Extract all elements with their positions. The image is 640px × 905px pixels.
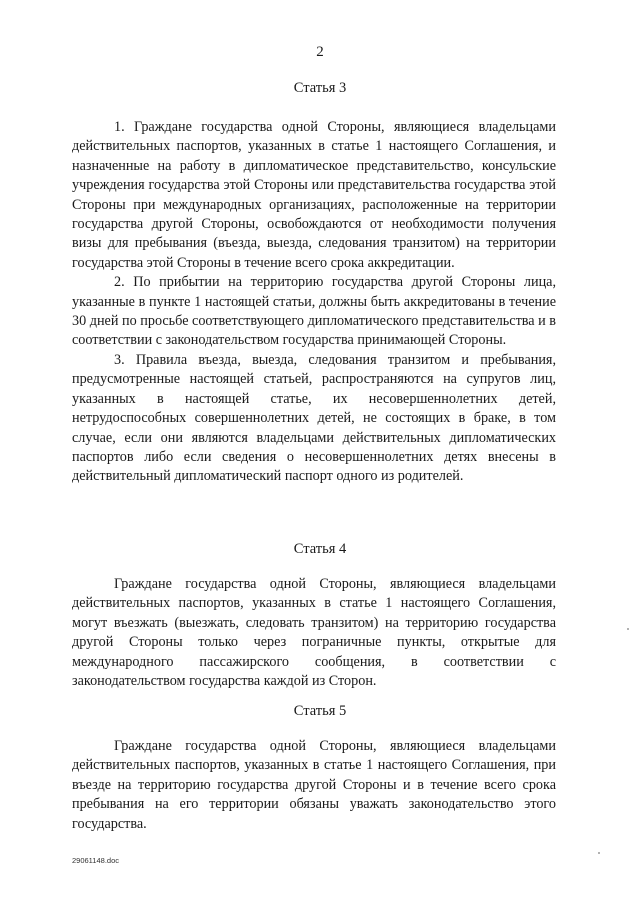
article-3-paragraph-1: 1. Граждане государства одной Стороны, являющиеся владельцами действительных паспортов, указанных в статье 1 настоящего Соглашения, и назначенные на работу в дипломатическое представительство, консульские учреждения государства этой Стороны или представительства государства этой Стороны при международных организациях, расположенные на территории государства другой Стороны, освобождаются от необходимости получения визы для пребывания (въезда, выезда, следования транзитом) на территории государства этой Стороны в течение всего срока аккредитации. <box>72 119 556 271</box>
scan-artifact <box>598 852 600 854</box>
article-4-title: Статья 4 <box>293 541 347 557</box>
article-5-title: Статья 5 <box>293 703 347 719</box>
footer-filename: 29061148.doc <box>72 856 119 865</box>
article-3-title: Статья 3 <box>293 80 347 96</box>
article-4-paragraph-1: Граждане государства одной Стороны, являющиеся владельцами действительных паспортов, указанных в статье 1 настоящего Соглашения, могут въезжать (выезжать, следовать транзитом) на территорию государства другой Стороны только через пограничные пункты, открытые для международного пассажирского сообщения, в соответствии с законодательством государства каждой из Сторон. <box>72 576 556 690</box>
article-4-body <box>72 575 556 691</box>
article-5-body <box>72 737 556 834</box>
article-3-paragraph-3: 3. Правила въезда, выезда, следования транзитом и пребывания, предусмотренные настоящей статьей, распространяются на супругов лиц, указанных в настоящей статье, их несовершеннолетних детей, нетрудоспособных совершеннолетних детей, не состоящих в браке, в том случае, если они являются владельцами действительных дипломатических паспортов либо если сведения о несовершеннолетних детях внесены в действительный дипломатический паспорт одного из родителей. <box>72 351 556 485</box>
article-3-body <box>72 118 556 487</box>
scan-artifact <box>627 628 629 630</box>
page-number: 2 <box>316 44 324 60</box>
article-3-paragraph-2: 2. По прибытии на территорию государства другой Стороны лица, указанные в пункте 1 настоящей статьи, должны быть аккредитованы в течение 30 дней по просьбе соответствующего дипломатического представительства и в соответствии с законодательством государства принимающей Стороны. <box>72 274 556 349</box>
article-5-paragraph-1: Граждане государства одной Стороны, являющиеся владельцами действительных паспортов, указанных в статье 1 настоящего Соглашения, при въезде на территорию государства другой Стороны и в течение всего срока пребывания на его территории обязаны уважать законодательство этого государства. <box>72 738 556 832</box>
